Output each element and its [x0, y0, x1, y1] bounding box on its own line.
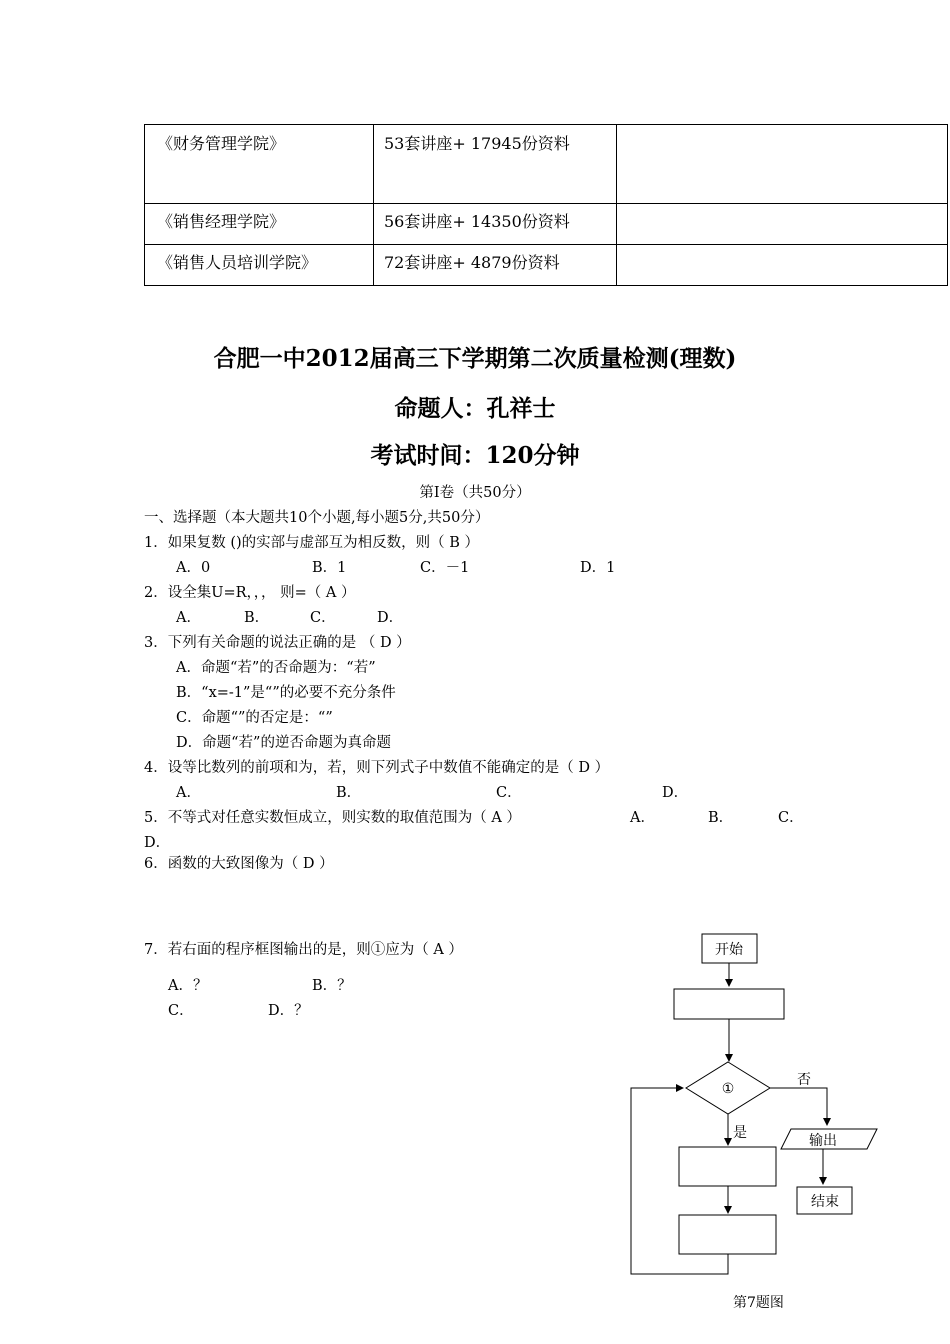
- q4-option-b: B．: [336, 785, 362, 801]
- table-row: [145, 245, 948, 286]
- q2-option-d: D．: [377, 610, 404, 626]
- q7-option-b: B．？: [312, 978, 352, 994]
- q1-option-b: B．1: [312, 560, 347, 576]
- table-cell-content: 56套讲座+ 14350份资料: [374, 204, 617, 245]
- flow-decision-label: ①: [721, 1081, 735, 1097]
- course-table: [144, 124, 948, 286]
- table-cell-name: 《销售经理学院》: [145, 204, 374, 245]
- q7-option-c: C．: [168, 1003, 194, 1019]
- table-cell-extra: [617, 204, 948, 245]
- table-cell-extra: [617, 245, 948, 286]
- q4-option-a: A．: [176, 785, 201, 801]
- q2-option-a: A．: [176, 610, 201, 626]
- q5-option-d: D．: [144, 835, 171, 851]
- flowchart-caption: 第7题图: [733, 1295, 784, 1311]
- table-cell-extra: [617, 125, 948, 204]
- q7-option-a: A．？: [168, 978, 208, 994]
- q5-option-a: A．: [630, 810, 655, 826]
- q3-option-c: C．命题“”的否定是：“”: [176, 710, 333, 726]
- table-cell-content: 53套讲座+ 17945份资料: [384, 134, 570, 153]
- q5-option-b: B．: [708, 810, 734, 826]
- exam-time: 考试时间：120分钟: [370, 442, 580, 469]
- question-7-stem: 7．若右面的程序框图输出的是，则①应为（ A ）: [144, 942, 463, 958]
- question-1-stem: 1．如果复数 ()的实部与虚部互为相反数，则（ B ）: [144, 535, 480, 551]
- table-cell-content: 72套讲座+ 4879份资料: [374, 245, 617, 286]
- q2-option-b: B．: [244, 610, 270, 626]
- q1-option-d: D．1: [580, 560, 616, 576]
- table-cell-name: 《销售人员培训学院》: [145, 245, 374, 286]
- q7-option-d: D．？: [268, 1003, 309, 1019]
- q4-option-c: C．: [496, 785, 522, 801]
- flow-process-box-3: [679, 1215, 776, 1254]
- q1-option-a: A．0: [176, 560, 211, 576]
- flow-process-box-1: [674, 989, 784, 1019]
- flow-start-label: 开始: [715, 942, 743, 958]
- q3-option-d: D．命题“若”的逆否命题为真命题: [176, 735, 391, 751]
- question-4-stem: 4．设等比数列的前项和为，若，则下列式子中数值不能确定的是（ D ）: [144, 760, 610, 776]
- q5-option-c: C．: [778, 810, 804, 826]
- question-6-stem: 6．函数的大致图像为（ D ）: [144, 856, 334, 872]
- exam-title: 合肥一中2012届高三下学期第二次质量检测(理数): [213, 345, 737, 372]
- q4-option-d: D．: [662, 785, 689, 801]
- table-row: [145, 204, 948, 245]
- volume-heading: 第Ⅰ卷（共50分）: [419, 485, 531, 501]
- flow-no-label: 否: [797, 1072, 811, 1088]
- q2-option-c: C．: [310, 610, 336, 626]
- question-5-stem: 5．不等式对任意实数恒成立，则实数的取值范围为（ A ）: [144, 810, 521, 826]
- flowchart: [620, 925, 900, 1285]
- question-3-stem: 3．下列有关命题的说法正确的是 （ D ）: [144, 635, 411, 651]
- section-heading: 一、选择题（本大题共10个小题,每小题5分,共50分）: [144, 510, 490, 526]
- q3-option-a: A．命题“若”的否命题为：“若”: [176, 660, 376, 676]
- table-cell-name: 《财务管理学院》: [145, 125, 374, 204]
- q3-option-b: B．“x=-1”是“”的必要不充分条件: [176, 685, 396, 701]
- exam-author: 命题人：孔祥士: [394, 395, 556, 422]
- question-2-stem: 2．设全集U=R，，， 则=（ A ）: [144, 585, 356, 601]
- flow-end-label: 结束: [811, 1194, 839, 1210]
- flow-output-label: 输出: [809, 1133, 837, 1149]
- table-row: [145, 125, 948, 204]
- flow-process-box-2: [679, 1147, 776, 1186]
- flow-yes-label: 是: [733, 1125, 747, 1141]
- q1-option-c: C．－1: [420, 560, 470, 576]
